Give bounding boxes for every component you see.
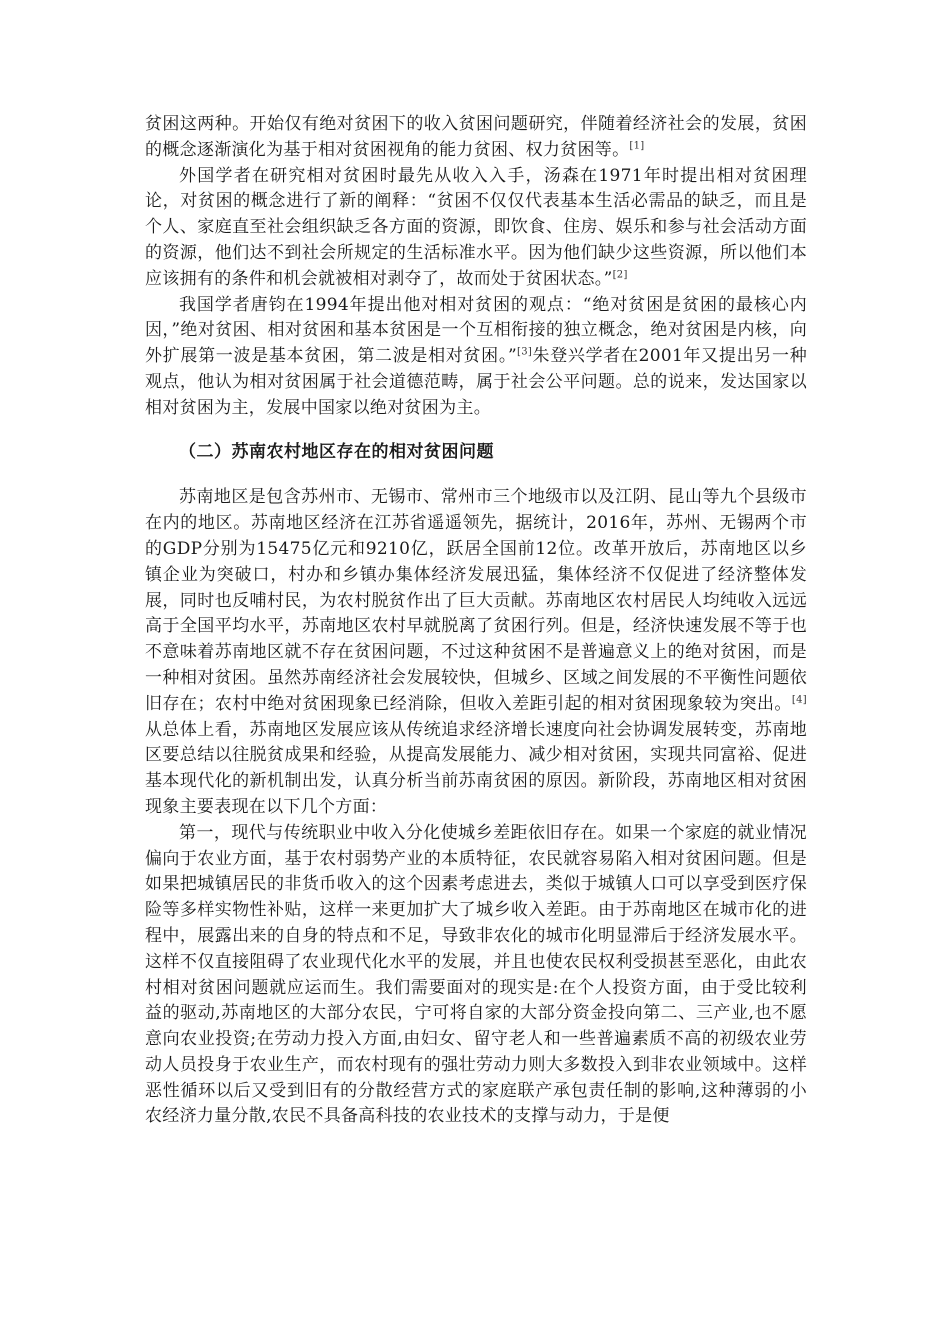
- paragraph-2: [145, 164, 807, 293]
- citation-1: [1]: [629, 140, 645, 152]
- paragraph-1-text: 贫困这两种。开始仅有绝对贫困下的收入贫困问题研究，伴随着经济社会的发展，贫困的概念逐渐演化为基于相对贫困视角的能力贫困、权力贫困等。: [145, 114, 807, 160]
- citation-2: [2]: [612, 269, 628, 281]
- section-heading: （二）苏南农村地区存在的相对贫困问题: [179, 441, 494, 462]
- paragraph-1: [145, 112, 807, 164]
- citation-3: [3]: [517, 346, 533, 358]
- paragraph-5-text: 第一，现代与传统职业中收入分化使城乡差距依旧存在。如果一个家庭的就业情况偏向于农业方面，基于农村弱势产业的本质特征，农民就容易陷入相对贫困问题。但是如果把城镇居民的非货币收入的这个因素考虑进去，类似于城镇人口可以享受到医疗保险等多样实物性补贴，这样一来更加扩大了城乡收入差距。由于苏南地区在城市化的进程中，展露出来的自身的特点和不足，导致非农化的城市化明显滞后于经济发展水平。这样不仅直接阻碍了农业现代化水平的发展，并且也使农民权利受损甚至恶化，由此农村相对贫困问题就应运而生。我们需要面对的现实是:在个人投资方面，由于受比较利益的驱动,苏南地区的大部分农民，宁可将自家的大部分资金投向第二、三产业,也不愿意向农业投资;在劳动力投入方面,由妇女、留守老人和一些普遍素质不高的初级农业劳动人员投身于农业生产，而农村现有的强壮劳动力则大多数投入到非农业领域中。这样恶性循环以后又受到旧有的分散经营方式的家庭联产承包责任制的影响,这种薄弱的小农经济力量分散,农民不具备高科技的农业技术的支撑与动力，于是便: [145, 822, 807, 1127]
- paragraph-3: [145, 293, 807, 422]
- paragraph-4-text-a: 苏南地区是包含苏州市、无锡市、常州市三个地级市以及江阴、昆山等九个县级市在内的地区。苏南地区经济在江苏省遥遥领先，据统计，2016年，苏州、无锡两个市的GDP分别为15475亿元和9210亿，跃居全国前12位。改革开放后，苏南地区以乡镇企业为突破口，村办和乡镇办集体经济发展迅猛，集体经济不仅促进了经济整体发展，同时也反哺村民，为农村脱贫作出了巨大贡献。苏南地区农村居民人均纯收入远远高于全国平均水平，苏南地区农村早就脱离了贫困行列。但是，经济快速发展不等于也不意味着苏南地区就不存在贫困问题，不过这种贫困不是普遍意义上的绝对贫困，而是一种相对贫困。虽然苏南经济社会发展较快，但城乡、区域之间发展的不平衡性问题依旧存在；农村中绝对贫困现象已经消除，但收入差距引起的相对贫困现象较为突出。: [145, 487, 807, 714]
- paragraph-5: [145, 821, 807, 1131]
- paragraph-2-text: 外国学者在研究相对贫困时最先从收入入手，汤森在1971年时提出相对贫困理论，对贫困的概念进行了新的阐释：“贫困不仅仅代表基本生活必需品的缺乏，而且是个人、家庭直至社会组织缺乏各方面的资源，即饮食、住房、娱乐和参与社会活动方面的资源，他们达不到社会所规定的生活标准水平。因为他们缺少这些资源，所以他们本应该拥有的条件和机会就被相对剥夺了，故而处于贫困状态。”: [145, 165, 807, 289]
- paragraph-3-text-b: 朱登兴学者在2001年又提出另一种观点，他认为相对贫困属于社会道德范畴，属于社会公平问题。总的说来，发达国家以相对贫困为主，发展中国家以绝对贫困为主。: [145, 346, 807, 418]
- citation-4: [4]: [791, 694, 807, 706]
- paragraph-3-text-a: 我国学者唐钧在1994年提出他对相对贫困的观点：“绝对贫困是贫困的最核心内因，”绝对贫困、相对贫困和基本贫困是一个互相衔接的独立概念，绝对贫困是内核，向外扩展第一波是基本贫困，第二波是相对贫困。”: [145, 294, 807, 367]
- paragraph-4-text-b: 从总体上看，苏南地区发展应该从传统追求经济增长速度向社会协调发展转变，苏南地区要总结以往脱贫成果和经验，从提高发展能力、减少相对贫困，实现共同富裕、促进基本现代化的新机制出发，认真分析当前苏南贫困的原因。新阶段，苏南地区相对贫困现象主要表现在以下几个方面：: [145, 719, 807, 817]
- paragraph-4: [145, 485, 807, 820]
- body-text: [145, 112, 807, 1130]
